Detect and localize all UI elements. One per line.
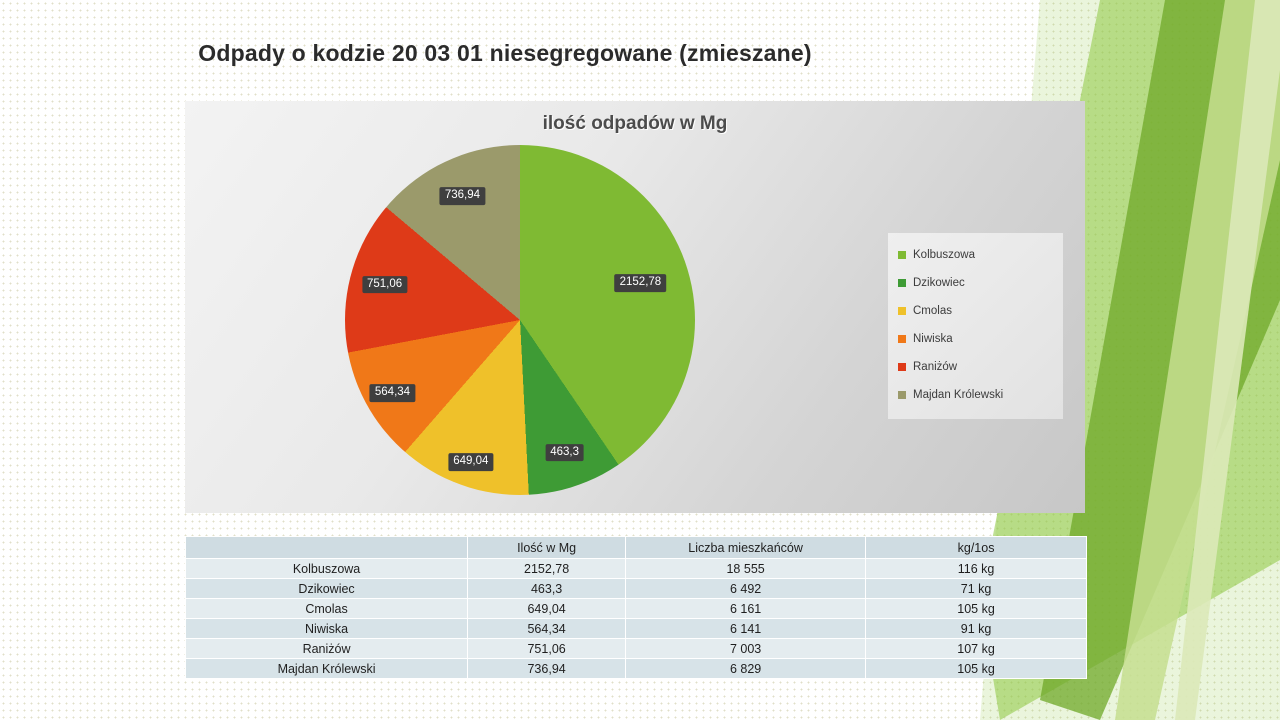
data-table <box>185 536 1087 679</box>
legend-swatch-icon <box>898 391 906 399</box>
table-header-cell: Liczba mieszkańców <box>626 537 866 559</box>
table-cell: 18 555 <box>626 559 866 579</box>
table-header-cell: kg/1os <box>866 537 1087 559</box>
legend-swatch-icon <box>898 363 906 371</box>
legend-swatch-icon <box>898 307 906 315</box>
legend-label: Raniżów <box>913 361 958 373</box>
legend-item <box>898 381 1055 409</box>
table-row <box>186 619 1087 639</box>
table-cell: 564,34 <box>468 619 626 639</box>
chart-panel <box>185 101 1085 513</box>
legend-label: Dzikowiec <box>913 277 965 289</box>
table-cell: 71 kg <box>866 579 1087 599</box>
table-cell: 6 829 <box>626 659 866 679</box>
legend-item <box>898 353 1055 381</box>
table-cell: 649,04 <box>468 599 626 619</box>
table-cell: 463,3 <box>468 579 626 599</box>
pie-slice-label: 463,3 <box>545 444 584 462</box>
table-cell: 6 492 <box>626 579 866 599</box>
pie-slice-label: 2152,78 <box>615 274 667 292</box>
table-cell: Raniżów <box>186 639 468 659</box>
legend-item <box>898 269 1055 297</box>
chart-legend <box>888 233 1063 419</box>
table-row <box>186 659 1087 679</box>
legend-item <box>898 325 1055 353</box>
table-cell: 2152,78 <box>468 559 626 579</box>
table-cell: Niwiska <box>186 619 468 639</box>
table-row <box>186 639 1087 659</box>
table-cell: 6 141 <box>626 619 866 639</box>
table-cell: Kolbuszowa <box>186 559 468 579</box>
table-cell: 7 003 <box>626 639 866 659</box>
legend-swatch-icon <box>898 251 906 259</box>
table-header-cell <box>186 537 468 559</box>
table-row <box>186 599 1087 619</box>
legend-item <box>898 241 1055 269</box>
legend-label: Majdan Królewski <box>913 389 1004 401</box>
table-cell: 736,94 <box>468 659 626 679</box>
pie-slice-label: 736,94 <box>440 187 485 205</box>
chart-title: ilość odpadów w Mg <box>542 113 728 134</box>
table-cell: 105 kg <box>866 599 1087 619</box>
table-cell: 105 kg <box>866 659 1087 679</box>
table-cell: 6 161 <box>626 599 866 619</box>
pie-slice-label: 751,06 <box>362 276 407 294</box>
legend-label: Kolbuszowa <box>913 249 976 261</box>
table-cell: Cmolas <box>186 599 468 619</box>
table-row <box>186 559 1087 579</box>
table-cell: 116 kg <box>866 559 1087 579</box>
pie-slice-label: 649,04 <box>448 453 493 471</box>
page-title: Odpady o kodzie 20 03 01 niesegregowane (zmieszane) <box>198 40 812 66</box>
table-cell: 751,06 <box>468 639 626 659</box>
table-row <box>186 579 1087 599</box>
table-cell: 107 kg <box>866 639 1087 659</box>
legend-swatch-icon <box>898 279 906 287</box>
table-cell: Dzikowiec <box>186 579 468 599</box>
legend-label: Cmolas <box>913 305 952 317</box>
legend-item <box>898 297 1055 325</box>
legend-label: Niwiska <box>913 333 953 345</box>
table-header-cell: Ilość w Mg <box>468 537 626 559</box>
table-cell: 91 kg <box>866 619 1087 639</box>
pie-chart <box>345 145 695 495</box>
table-cell: Majdan Królewski <box>186 659 468 679</box>
pie-slice-label: 564,34 <box>370 384 415 402</box>
pie-slices <box>345 145 695 495</box>
legend-swatch-icon <box>898 335 906 343</box>
table-header-row <box>186 537 1087 559</box>
